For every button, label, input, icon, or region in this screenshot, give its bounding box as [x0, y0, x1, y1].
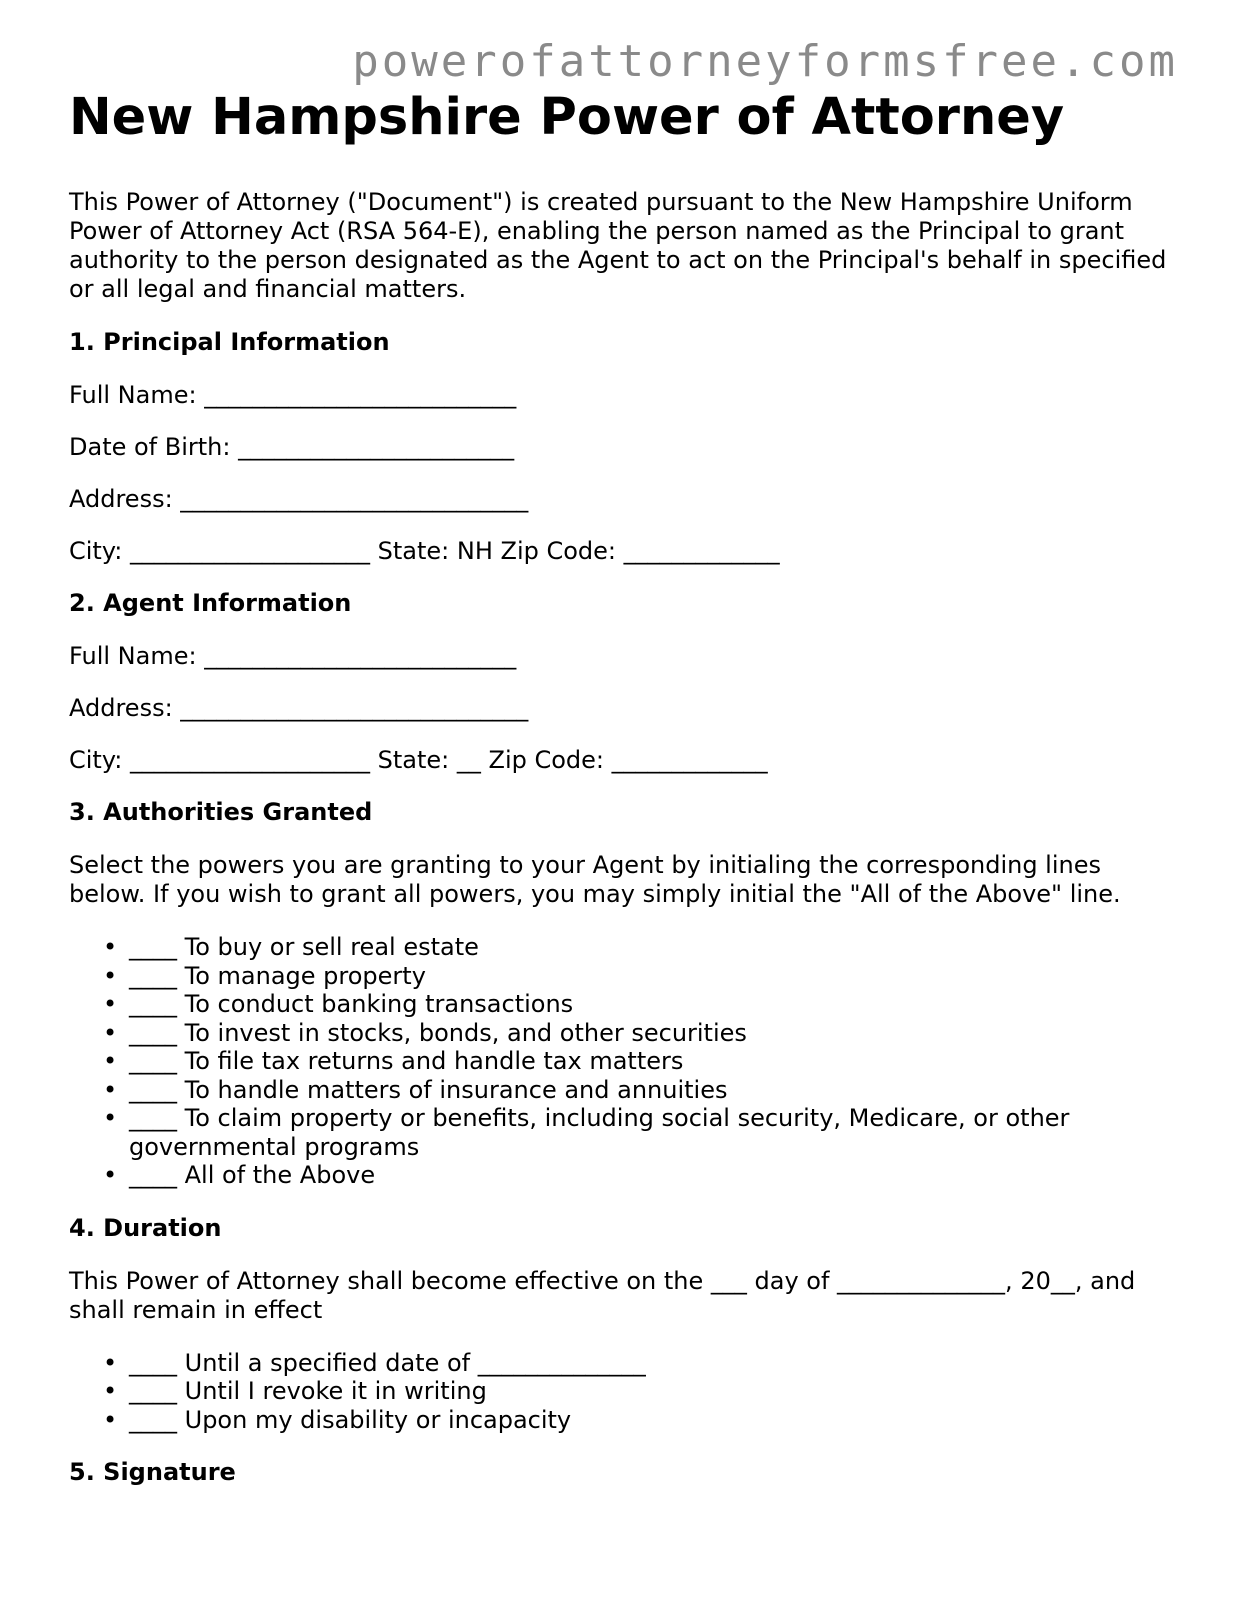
section-authorities-heading: 3. Authorities Granted — [69, 798, 373, 826]
section-agent-heading: 2. Agent Information — [69, 589, 352, 617]
watermark: powerofattorneyformsfree.com — [352, 36, 1178, 87]
duration-item-revoke[interactable]: • ____ Until I revoke it in writing — [129, 1377, 1179, 1406]
authority-item-manage-property[interactable]: • ____ To manage property — [129, 962, 1179, 991]
principal-address-field[interactable]: Address: _____________________________ — [69, 485, 529, 513]
intro-paragraph: This Power of Attorney ("Document") is created pursuant to the New Hampshire Uniform Power of Attorney Act (RSA 564-E), enabling the person named as the Principal to grant authority to the person designated as the Agent to act on the Principal's behalf in specified or all legal and financial matters. — [69, 188, 1167, 303]
authority-item-insurance[interactable]: • ____ To handle matters of insurance and annuities — [129, 1076, 1179, 1105]
authority-item-investments[interactable]: • ____ To invest in stocks, bonds, and other securities — [129, 1019, 1179, 1048]
principal-full-name-field[interactable]: Full Name: __________________________ — [69, 381, 517, 409]
section-principal-heading: 1. Principal Information — [69, 328, 390, 356]
agent-city-state-zip-field[interactable]: City: ____________________ State: __ Zip Code: _____________ — [69, 746, 768, 774]
authorities-list — [69, 933, 1179, 1190]
section-signature-heading: 5. Signature — [69, 1458, 236, 1486]
duration-item-specified-date[interactable]: • ____ Until a specified date of ______________ — [129, 1349, 1179, 1378]
section-duration-heading: 4. Duration — [69, 1213, 222, 1242]
authority-item-banking[interactable]: • ____ To conduct banking transactions — [129, 990, 1179, 1019]
duration-item-disability[interactable]: • ____ Upon my disability or incapacity — [129, 1406, 1179, 1435]
authorities-instructions: Select the powers you are granting to your Agent by initialing the corresponding lines below. If you wish to grant all powers, you may simply initial the "All of the Above" line. — [69, 851, 1121, 908]
duration-list — [69, 1349, 1179, 1435]
agent-full-name-field[interactable]: Full Name: __________________________ — [69, 642, 517, 670]
authority-item-all[interactable]: • ____ All of the Above — [129, 1161, 1179, 1190]
page-title: New Hampshire Power of Attorney — [69, 88, 1065, 147]
document-page — [69, 88, 1179, 1511]
authority-item-benefits[interactable]: • ____ To claim property or benefits, including social security, Medicare, or other governmental programs — [129, 1104, 1179, 1161]
principal-dob-field[interactable]: Date of Birth: _______________________ — [69, 433, 515, 461]
authority-item-tax[interactable]: • ____ To file tax returns and handle tax matters — [129, 1047, 1179, 1076]
duration-text[interactable]: This Power of Attorney shall become effective on the ___ day of ______________, 20__, and shall remain in effect — [69, 1266, 1136, 1324]
authority-item-real-estate[interactable]: • ____ To buy or sell real estate — [129, 933, 1179, 962]
principal-city-state-zip-field[interactable]: City: ____________________ State: NH Zip Code: _____________ — [69, 537, 780, 565]
agent-address-field[interactable]: Address: _____________________________ — [69, 694, 529, 722]
